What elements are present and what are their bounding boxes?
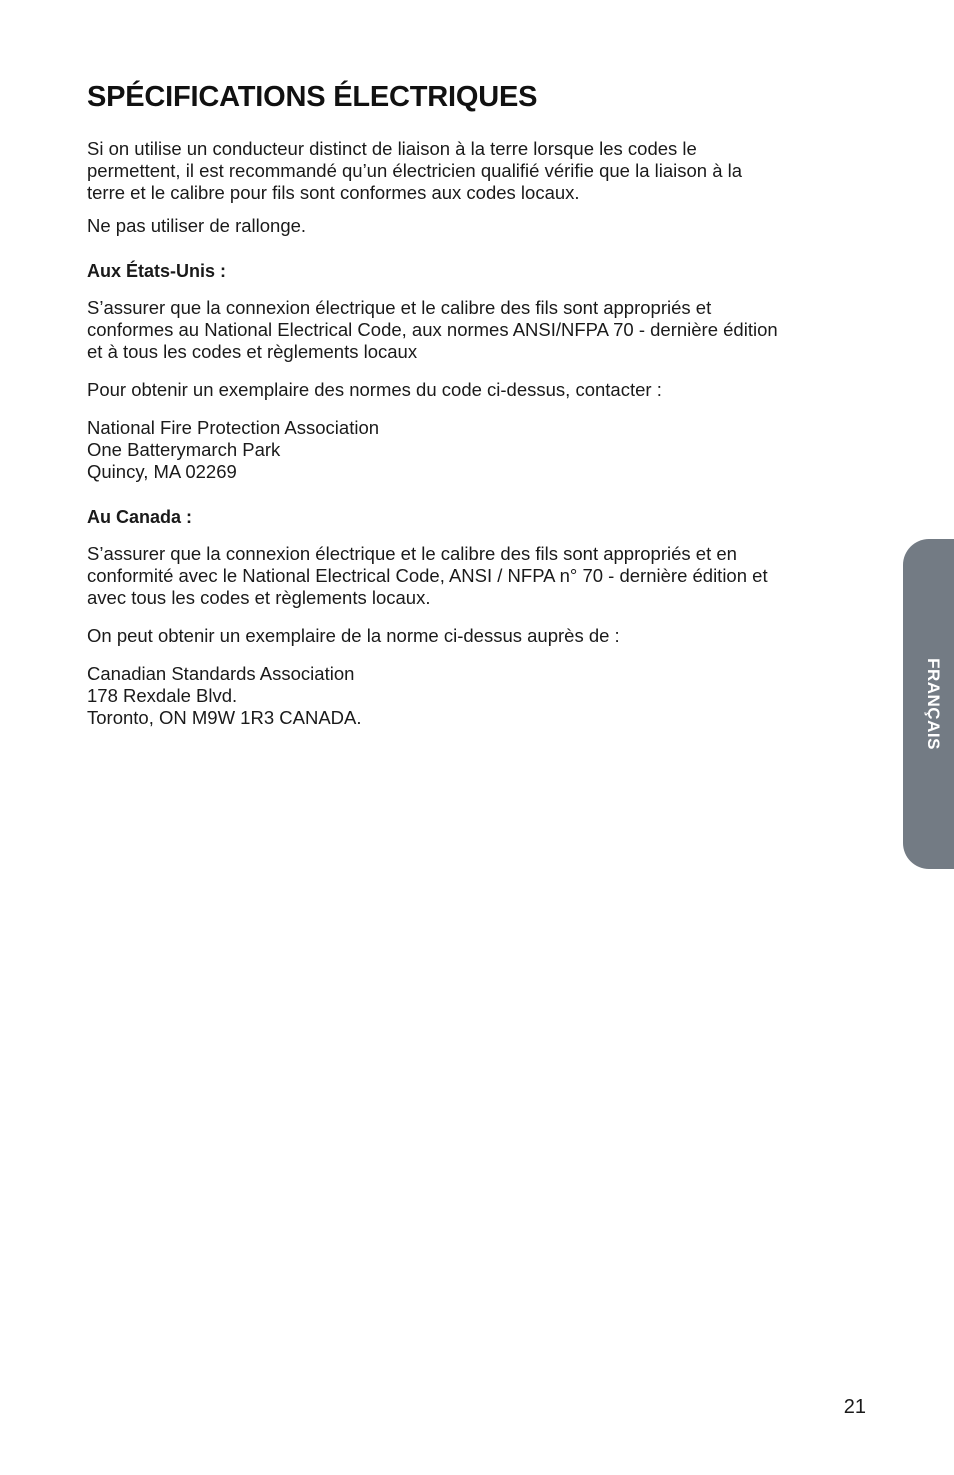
canada-paragraph — [87, 543, 872, 609]
usa-paragraph — [87, 297, 872, 363]
canada-line: avec tous les codes et règlements locaux. — [87, 587, 431, 608]
usa-line: S’assurer que la connexion électrique et le calibre des fils sont appropriés et — [87, 297, 712, 318]
intro-line: Si on utilise un conducteur distinct de liaison à la terre lorsque les codes le — [87, 138, 697, 159]
address-line: One Batterymarch Park — [87, 439, 281, 460]
canada-heading: Au Canada : — [87, 507, 193, 527]
page-number: 21 — [843, 1396, 866, 1418]
usa-address — [87, 417, 872, 483]
canada-contact-intro: On peut obtenir un exemplaire de la norme ci-dessus auprès de : — [87, 625, 620, 646]
page-content — [87, 78, 872, 729]
address-line: Toronto, ON M9W 1R3 CANADA. — [87, 707, 362, 728]
intro-line: terre et le calibre pour fils sont conformes aux codes locaux. — [87, 182, 580, 203]
canada-line: S’assurer que la connexion électrique et le calibre des fils sont appropriés et en — [87, 543, 737, 564]
usa-heading: Aux États-Unis : — [87, 261, 227, 281]
language-tab-label: FRANÇAIS — [924, 658, 943, 750]
page-title: SPÉCIFICATIONS ÉLECTRIQUES — [87, 81, 538, 113]
usa-line: conformes au National Electrical Code, aux normes ANSI/NFPA 70 - dernière édition — [87, 319, 778, 340]
canada-address — [87, 663, 872, 729]
no-extension-note: Ne pas utiliser de rallonge. — [87, 215, 307, 236]
usa-contact-intro: Pour obtenir un exemplaire des normes du code ci-dessus, contacter : — [87, 379, 662, 400]
intro-line: permettent, il est recommandé qu’un électricien qualifié vérifie que la liaison à la — [87, 160, 743, 181]
address-line: Canadian Standards Association — [87, 663, 355, 684]
language-tab — [903, 539, 954, 869]
canada-line: conformité avec le National Electrical Code, ANSI / NFPA n° 70 - dernière édition et — [87, 565, 768, 586]
address-line: Quincy, MA 02269 — [87, 461, 237, 482]
address-line: 178 Rexdale Blvd. — [87, 685, 238, 706]
usa-line: et à tous les codes et règlements locaux — [87, 341, 418, 362]
intro-paragraph — [87, 138, 872, 204]
address-line: National Fire Protection Association — [87, 417, 380, 438]
